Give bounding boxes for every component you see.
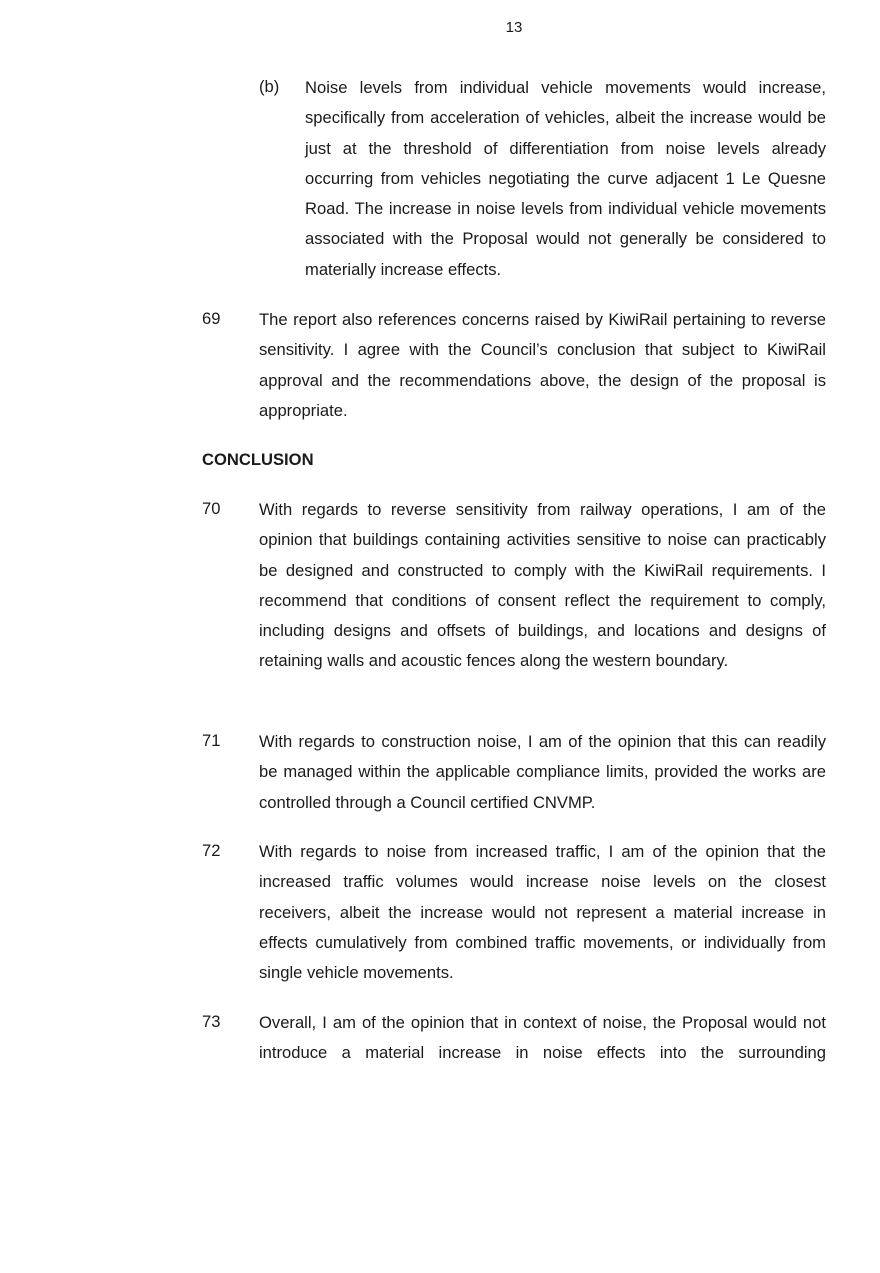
paragraph-71 xyxy=(202,727,826,818)
section-heading: CONCLUSION xyxy=(202,450,314,469)
paragraph-72 xyxy=(202,837,826,988)
sub-paragraph-label: (b) xyxy=(259,77,280,96)
paragraph-number: 73 xyxy=(202,1012,221,1031)
paragraph-text: With regards to reverse sensitivity from railway operations, I am of the opinion that buildings containing activities sensitive to noise can practicably be designed and constructed to comply with the KiwiRail requirements. I recommend that conditions of consent reflect the requirement to comply, including designs and offsets of buildings, and locations and designs of retaining walls and acoustic fences along the western boundary. xyxy=(259,500,826,671)
paragraph-text: With regards to construction noise, I am of the opinion that this can readily be managed within the applicable compliance limits, provided the works are controlled through a Council certified CNVMP. xyxy=(259,732,826,812)
paragraph-text: The report also references concerns raised by KiwiRail pertaining to reverse sensitivity. I agree with the Council’s conclusion that subject to KiwiRail approval and the recommendations above, the design of the proposal is appropriate. xyxy=(259,310,826,420)
paragraph-73 xyxy=(202,1008,826,1069)
paragraph-70 xyxy=(202,495,826,677)
paragraph-69 xyxy=(202,305,826,426)
paragraph-number: 69 xyxy=(202,309,221,328)
paragraph-text: Overall, I am of the opinion that in context of noise, the Proposal would not introduce a material increase in noise effects into the surrounding xyxy=(259,1013,826,1063)
paragraph-number: 71 xyxy=(202,731,221,750)
sub-paragraph-b xyxy=(259,73,826,285)
paragraph-text: With regards to noise from increased traffic, I am of the opinion that the increased traffic volumes would increase noise levels on the closest receivers, albeit the increase would not represent a material increase in effects cumulatively from combined traffic movements, or individually from single vehicle movements. xyxy=(259,842,826,983)
paragraph-number: 72 xyxy=(202,841,221,860)
page-number: 13 xyxy=(505,19,523,36)
paragraph-number: 70 xyxy=(202,499,221,518)
sub-paragraph-text: Noise levels from individual vehicle movements would increase, specifically from acceleration of vehicles, albeit the increase would be just at the threshold of differentiation from noise levels already occurring from vehicles negotiating the curve adjacent 1 Le Quesne Road. The increase in noise levels from individual vehicle movements associated with the Proposal would not generally be considered to materially increase effects. xyxy=(305,78,826,279)
